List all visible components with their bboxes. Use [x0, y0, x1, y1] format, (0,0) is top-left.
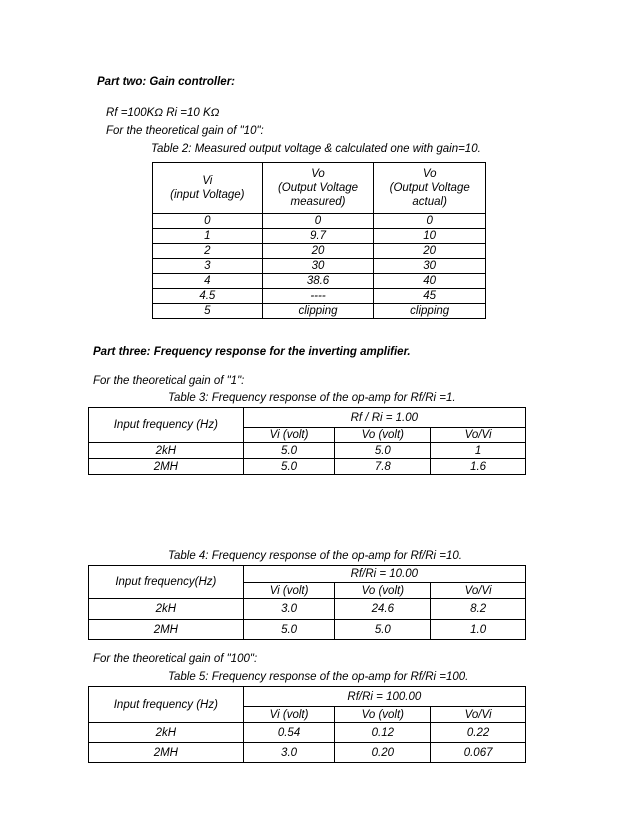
table-cell: 0	[374, 214, 486, 229]
table-cell: Vi (volt)	[243, 583, 335, 599]
table-cell: 1.0	[431, 620, 526, 640]
table-row	[89, 459, 526, 475]
table-cell: 3.0	[243, 743, 335, 763]
table-cell: 1	[431, 443, 526, 459]
table-cell: 3.0	[243, 599, 335, 620]
table-cell: 0	[153, 214, 263, 229]
table-cell: 0.54	[243, 723, 335, 743]
table-cell: 2kH	[89, 723, 244, 743]
table-cell: 24.6	[335, 599, 431, 620]
table-row	[89, 443, 526, 459]
table-row	[153, 229, 486, 244]
table2-header-vi: Vi (input Voltage)	[153, 163, 263, 214]
table-cell: 5.0	[243, 443, 335, 459]
table-cell: Vo/Vi	[431, 707, 526, 723]
table-cell: Vo/Vi	[431, 428, 526, 443]
table-row	[153, 289, 486, 304]
table-cell: ----	[262, 289, 374, 304]
table-cell: 30	[374, 259, 486, 274]
table-row	[153, 304, 486, 319]
table-cell: 0	[262, 214, 374, 229]
table-cell: 4.5	[153, 289, 263, 304]
table-row	[153, 274, 486, 289]
table4-caption: Table 4: Frequency response of the op-amp for Rf/Ri =10.	[168, 550, 462, 562]
table-cell: 2	[153, 244, 263, 259]
resistor-values: Rf =100KΩ Ri =10 KΩ	[106, 107, 220, 119]
table-cell: Vo (volt)	[335, 583, 431, 599]
table-cell: 5.0	[243, 620, 335, 640]
table-cell: 0.20	[335, 743, 431, 763]
table2-header-vo-measured: Vo (Output Voltage measured)	[262, 163, 374, 214]
table-cell: 0.067	[431, 743, 526, 763]
table-cell: clipping	[374, 304, 486, 319]
table-cell: 1	[153, 229, 263, 244]
table5-freq-header: Input frequency (Hz)	[89, 687, 244, 723]
table-cell: 40	[374, 274, 486, 289]
table-cell: Vi (volt)	[243, 428, 335, 443]
table2-caption: Table 2: Measured output voltage & calculated one with gain=10.	[151, 143, 481, 155]
table-cell: 9.7	[262, 229, 374, 244]
gain-10-label: For the theoretical gain of "10":	[106, 125, 264, 137]
table4-ratio-header: Rf/Ri = 10.00	[243, 566, 525, 583]
table-cell: 3	[153, 259, 263, 274]
table-cell: 5.0	[243, 459, 335, 475]
table5-caption: Table 5: Frequency response of the op-amp for Rf/Ri =100.	[168, 671, 469, 683]
table-cell: 8.2	[431, 599, 526, 620]
table-row	[153, 244, 486, 259]
table-cell: 10	[374, 229, 486, 244]
table-cell: 5	[153, 304, 263, 319]
table-cell: Vo (volt)	[335, 707, 431, 723]
part-two-heading: Part two: Gain controller:	[97, 76, 236, 88]
table-row	[153, 259, 486, 274]
table-cell: 0.12	[335, 723, 431, 743]
table-row	[89, 723, 526, 743]
table-cell: 45	[374, 289, 486, 304]
table-cell: 2MH	[89, 459, 244, 475]
table-row	[89, 743, 526, 763]
table2	[152, 162, 486, 319]
table-cell: 20	[374, 244, 486, 259]
table-cell: Vi (volt)	[243, 707, 335, 723]
table2-header-vo-actual: Vo (Output Voltage actual)	[374, 163, 486, 214]
gain-1-label: For the theoretical gain of "1":	[93, 375, 245, 387]
table-cell: 38.6	[262, 274, 374, 289]
table3-ratio-header: Rf / Ri = 1.00	[243, 408, 525, 428]
table-cell: Vo/Vi	[431, 583, 526, 599]
table-cell: 2kH	[89, 599, 244, 620]
part-three-heading: Part three: Frequency response for the inverting amplifier.	[93, 346, 411, 358]
table-cell: 4	[153, 274, 263, 289]
table4-freq-header: Input frequency(Hz)	[89, 566, 244, 599]
table-cell: 30	[262, 259, 374, 274]
table-cell: 2MH	[89, 620, 244, 640]
table-cell: Vo (volt)	[335, 428, 431, 443]
table3	[88, 407, 526, 475]
table-row	[89, 599, 526, 620]
table3-caption: Table 3: Frequency response of the op-amp for Rf/Ri =1.	[168, 392, 456, 404]
gain-100-label: For the theoretical gain of "100":	[93, 653, 258, 665]
table-cell: 5.0	[335, 443, 431, 459]
table-row	[89, 620, 526, 640]
table-cell: 1.6	[431, 459, 526, 475]
table4	[88, 565, 526, 640]
table-cell: 2kH	[89, 443, 244, 459]
table5	[88, 686, 526, 763]
table-cell: clipping	[262, 304, 374, 319]
table-cell: 5.0	[335, 620, 431, 640]
table-row	[153, 214, 486, 229]
table-cell: 20	[262, 244, 374, 259]
table5-ratio-header: Rf/Ri = 100.00	[243, 687, 525, 707]
table3-freq-header: Input frequency (Hz)	[89, 408, 244, 443]
table-cell: 2MH	[89, 743, 244, 763]
table-cell: 7.8	[335, 459, 431, 475]
table-cell: 0.22	[431, 723, 526, 743]
